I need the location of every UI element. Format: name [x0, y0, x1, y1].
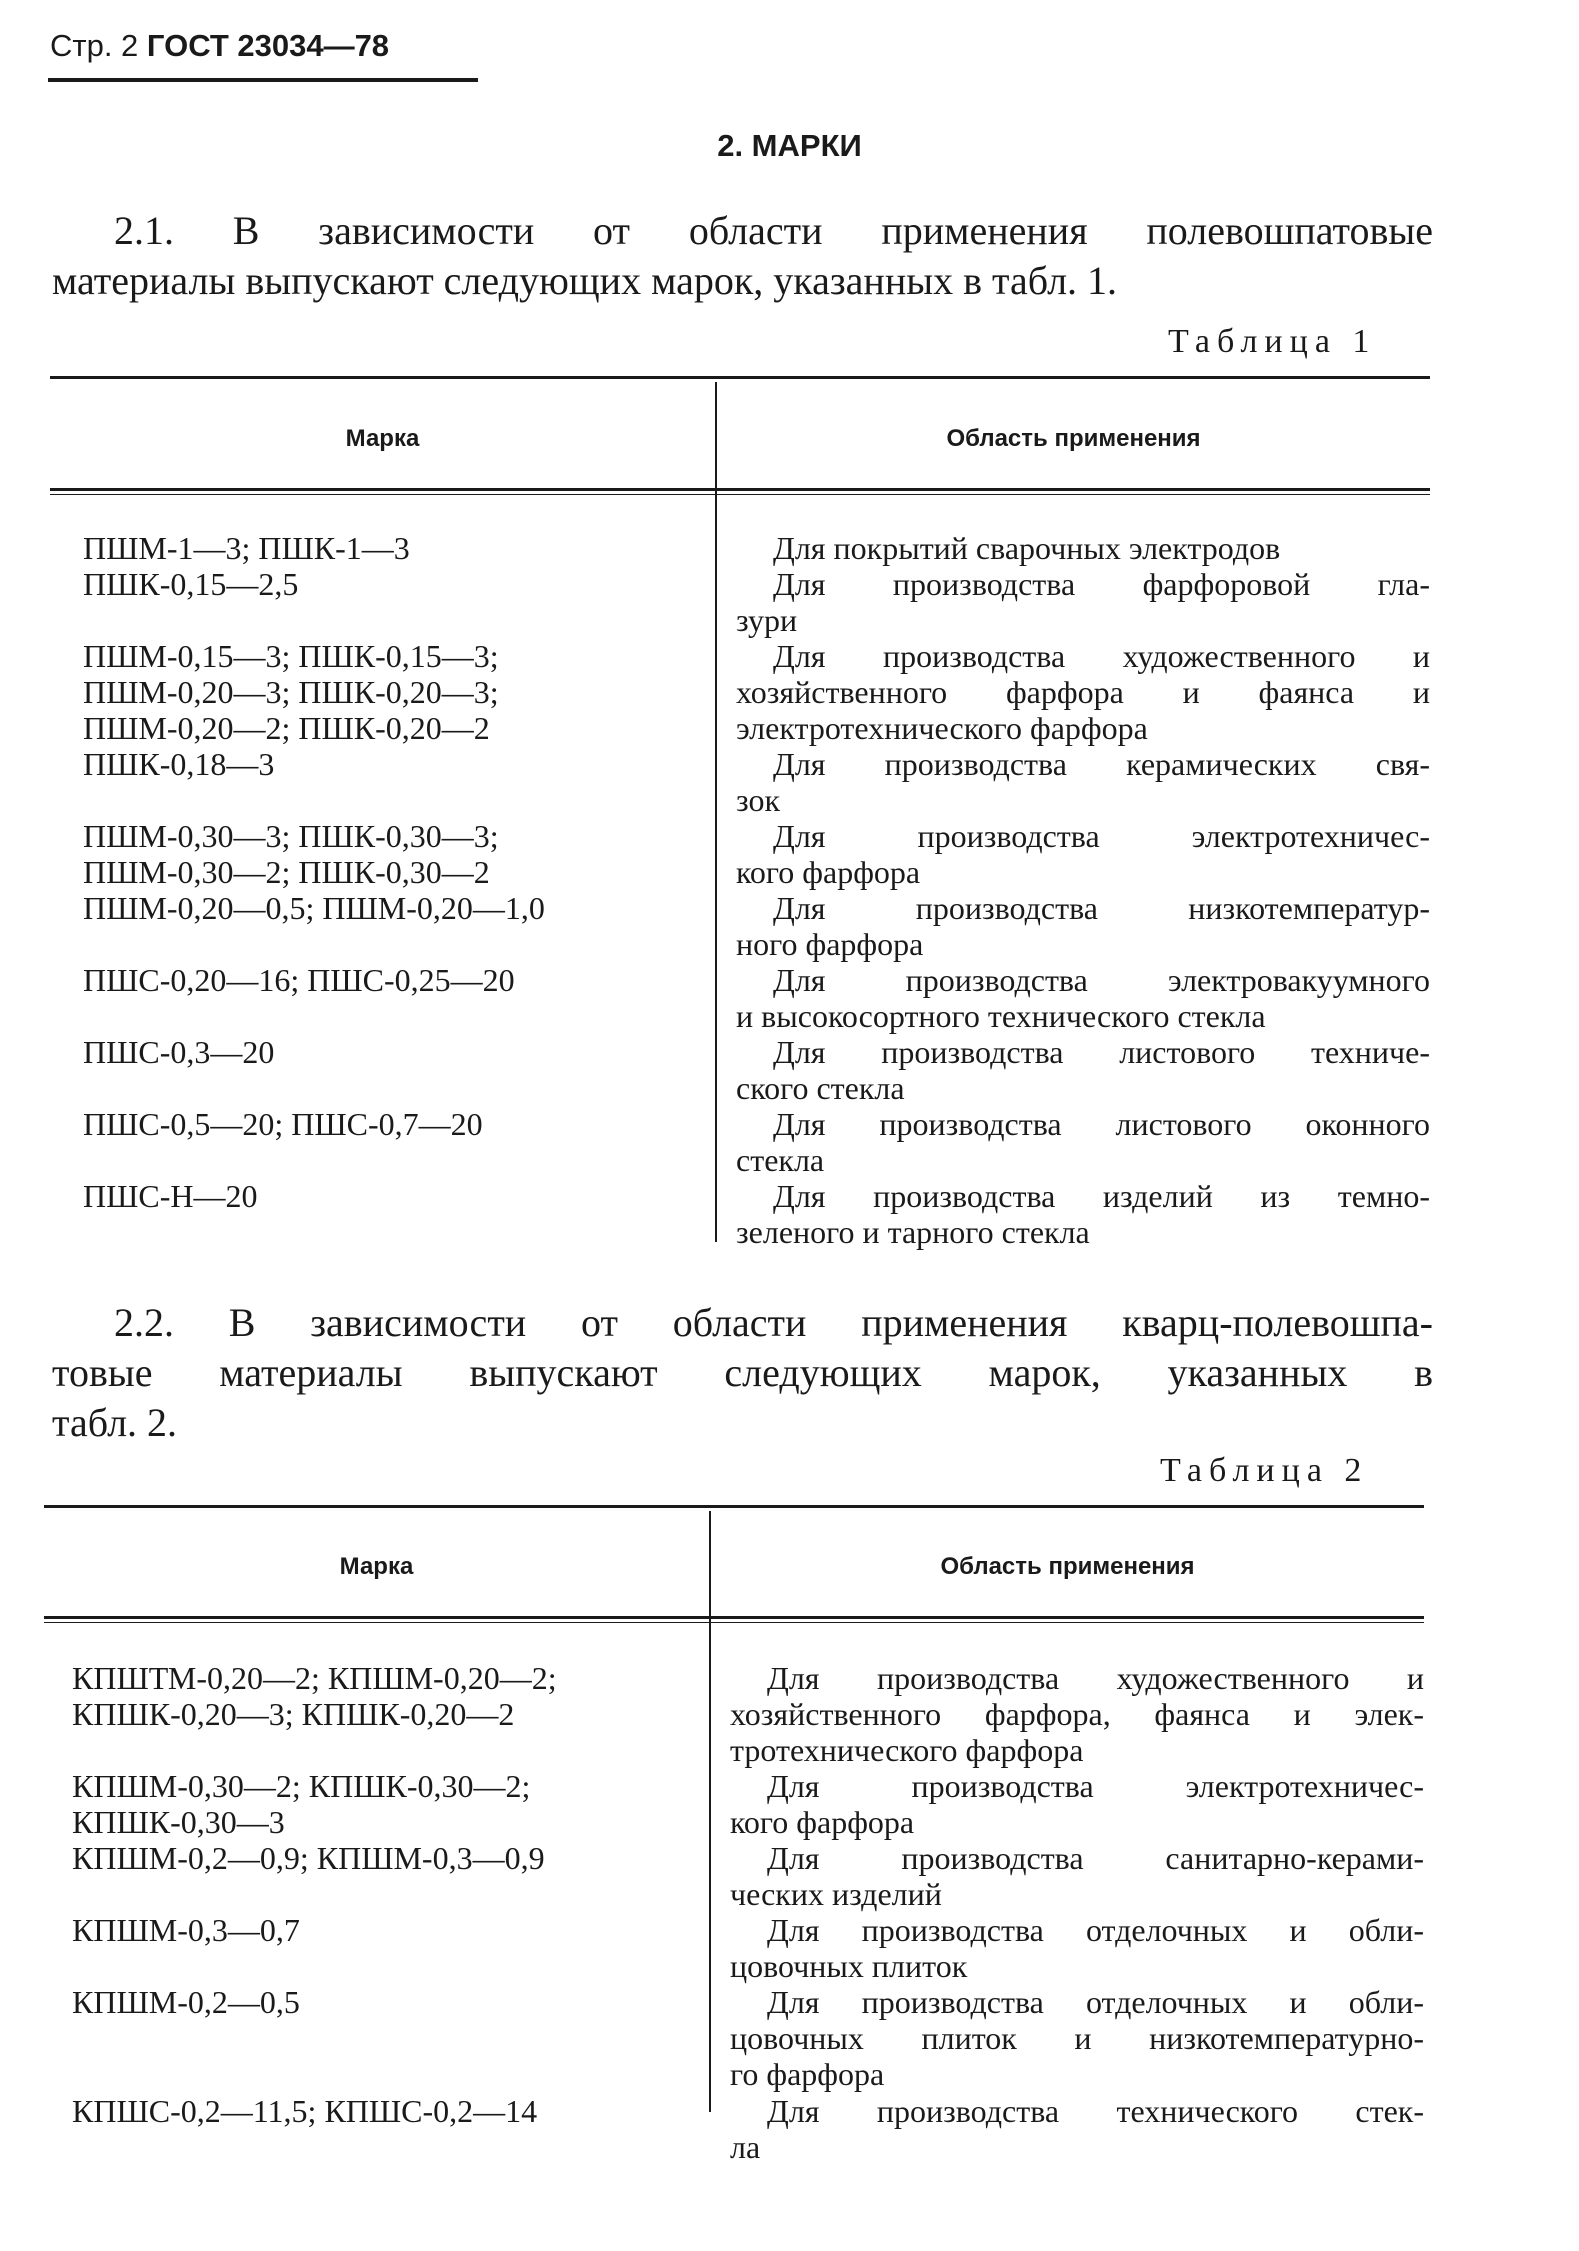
paragraph-2-1: [52, 206, 1433, 306]
table-row-mark: КПШТМ-0,20—2; КПШМ-0,20—2; КПШК-0,20—3; КПШК-0,20—2: [72, 1660, 557, 1732]
paragraph-line: табл. 2.: [52, 1400, 178, 1445]
table-row-use: Для производства отделочных и обли- цовочных плиток и низкотемпературно- го фарфора: [730, 1984, 1424, 2092]
table-row-use: Для производства керамических свя- зок: [736, 746, 1430, 818]
table-row-mark: ПШМ-1—3; ПШК-1—3: [83, 530, 410, 566]
table-row-mark: КПШМ-0,2—0,9; КПШМ-0,3—0,9: [72, 1840, 545, 1876]
page-header: [50, 28, 389, 64]
table-row-use: Для производства электротехничес- кого фарфора: [730, 1768, 1424, 1840]
table-row-mark: КПШС-0,2—11,5; КПШС-0,2—14: [72, 2093, 538, 2129]
paragraph-line: 2.2. В зависимости от области применения кварц-полевошпа-: [114, 1300, 1433, 1345]
table-row-use: Для производства электровакуумного и высокосортного технического стекла: [736, 962, 1430, 1034]
table-row-mark: ПШК-0,18—3: [83, 746, 275, 782]
table-row-use: Для производства художественного и хозяйственного фарфора, фаянса и элек- тротехнического фарфора: [730, 1660, 1424, 1768]
page-number: Стр. 2: [50, 28, 139, 63]
paragraph-2-2: [52, 1298, 1433, 1448]
column-header-mark: Марка: [345, 425, 420, 452]
table-row-mark: ПШС-Н—20: [83, 1178, 258, 1214]
table-row-use: Для производства электротехничес- кого фарфора: [736, 818, 1430, 890]
table-row-mark: КПШМ-0,30—2; КПШК-0,30—2; КПШК-0,30—3: [72, 1768, 531, 1840]
table-rule: [50, 376, 1430, 379]
column-header-mark: Марка: [339, 1553, 414, 1580]
table-row-use: Для производства фарфоровой гла- зури: [736, 566, 1430, 638]
table-2-caption: Таблица 2: [1160, 1452, 1369, 1489]
column-header-use: Область применения: [946, 425, 1201, 452]
paragraph-line: материалы выпускают следующих марок, указанных в табл. 1.: [52, 258, 1118, 303]
section-title: 2. МАРКИ: [717, 128, 862, 163]
table-row-use: Для производства художественного и хозяйственного фарфора и фаянса и электротехнического фарфора: [736, 638, 1430, 746]
table-row-use: Для производства технического стек- ла: [730, 2093, 1424, 2165]
column-header-use: Область применения: [940, 1553, 1195, 1580]
table-row-use: Для производства изделий из темно- зеленого и тарного стекла: [736, 1178, 1430, 1250]
header-rule: [48, 78, 478, 82]
table-row-use: Для покрытий сварочных электродов: [773, 530, 1281, 566]
table-row-mark: КПШМ-0,2—0,5: [72, 1984, 300, 2020]
table-row-mark: КПШМ-0,3—0,7: [72, 1912, 300, 1948]
table-row-use: Для производства листового техниче- ского стекла: [736, 1034, 1430, 1106]
table-header-rule: [50, 488, 1430, 495]
paragraph-line: товые материалы выпускают следующих марок, указанных в: [52, 1350, 1433, 1395]
column-divider: [709, 1511, 711, 2112]
table-row-mark: ПШС-0,3—20: [83, 1034, 275, 1070]
paragraph-line: 2.1. В зависимости от области применения полевошпатовые: [114, 208, 1433, 253]
table-row-use: Для производства отделочных и обли- цовочных плиток: [730, 1912, 1424, 1984]
table-row-use: Для производства низкотемператур- ного фарфора: [736, 890, 1430, 962]
table-header-rule: [44, 1616, 1424, 1623]
standard-number: ГОСТ 23034—78: [146, 28, 390, 63]
table-row-mark: ПШК-0,15—2,5: [83, 566, 299, 602]
table-row-mark: ПШС-0,5—20; ПШС-0,7—20: [83, 1106, 483, 1142]
table-row-use: Для производства листового оконного стекла: [736, 1106, 1430, 1178]
column-divider: [715, 382, 717, 1242]
table-row-mark: ПШС-0,20—16; ПШС-0,25—20: [83, 962, 515, 998]
table-row-use: Для производства санитарно-керами- ческих изделий: [730, 1840, 1424, 1912]
table-row-mark: ПШМ-0,15—3; ПШК-0,15—3; ПШМ-0,20—3; ПШК-0,20—3; ПШМ-0,20—2; ПШК-0,20—2: [83, 638, 499, 746]
table-rule: [44, 1505, 1424, 1508]
table-1-caption: Таблица 1: [1168, 323, 1377, 360]
table-row-mark: ПШМ-0,20—0,5; ПШМ-0,20—1,0: [83, 890, 545, 926]
table-row-mark: ПШМ-0,30—3; ПШК-0,30—3; ПШМ-0,30—2; ПШК-0,30—2: [83, 818, 499, 890]
